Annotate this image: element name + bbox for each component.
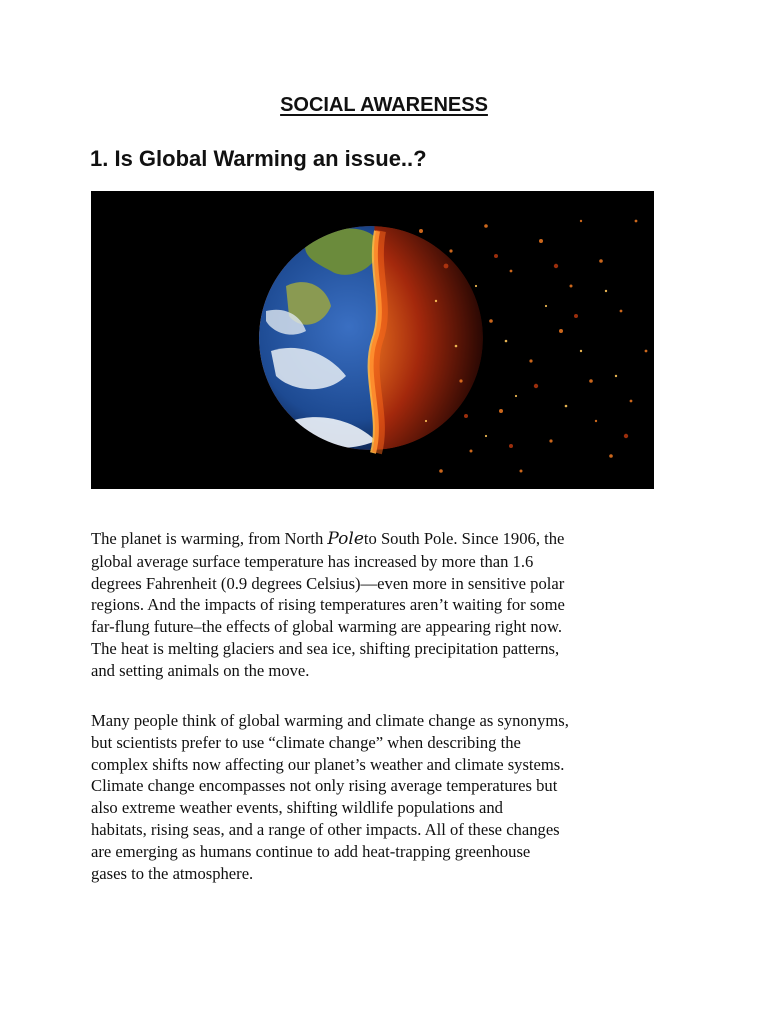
paragraph-1-line-3: degrees Fahrenheit (0.9 degrees Celsius)—even more in sensitive polar xyxy=(91,573,565,593)
paragraph-1-line-1-start: The planet is warming, from North xyxy=(91,529,328,548)
paragraph-2-line-7: are emerging as humans continue to add heat-trapping greenhouse xyxy=(91,841,531,861)
paragraph-2-line-8: gases to the atmosphere. xyxy=(91,863,254,883)
paragraph-1-line-1-end: to South Pole. Since 1906, the xyxy=(363,529,565,548)
paragraph-2-line-5: also extreme weather events, shifting wildlife populations and xyxy=(91,798,503,818)
global-warming-image xyxy=(91,191,654,489)
paragraph-2-line-4: Climate change encompasses not only rising average temperatures but xyxy=(91,776,558,796)
section-heading: 1. Is Global Warming an issue..? xyxy=(90,146,427,171)
paragraph-1-line-5: far-flung future–the effects of global warming are appearing right now. xyxy=(91,617,563,637)
paragraph-2-line-2: but scientists prefer to use “climate change” when describing the xyxy=(91,732,521,752)
paragraph-1-line-6: The heat is melting glaciers and sea ice, shifting precipitation patterns, xyxy=(91,638,560,658)
paragraph-2-line-1: Many people think of global warming and climate change as synonyms, xyxy=(91,711,569,730)
paragraph-2 xyxy=(91,710,691,884)
earth-burning-icon xyxy=(91,191,654,489)
pole-word: Pole xyxy=(327,529,364,549)
paragraph-1 xyxy=(91,528,691,682)
paragraph-1-line-4: regions. And the impacts of rising temperatures aren’t waiting for some xyxy=(91,595,565,615)
paragraph-2-line-6: habitats, rising seas, and a range of other impacts. All of these changes xyxy=(91,819,560,839)
paragraph-2-line-3: complex shifts now affecting our planet’s weather and climate systems. xyxy=(91,754,565,774)
paragraph-1-line-7: and setting animals on the move. xyxy=(91,660,310,680)
paragraph-1-line-1 xyxy=(91,528,691,551)
page-title: SOCIAL AWARENESS xyxy=(280,94,488,116)
paragraph-1-line-2: global average surface temperature has increased by more than 1.6 xyxy=(91,551,534,571)
